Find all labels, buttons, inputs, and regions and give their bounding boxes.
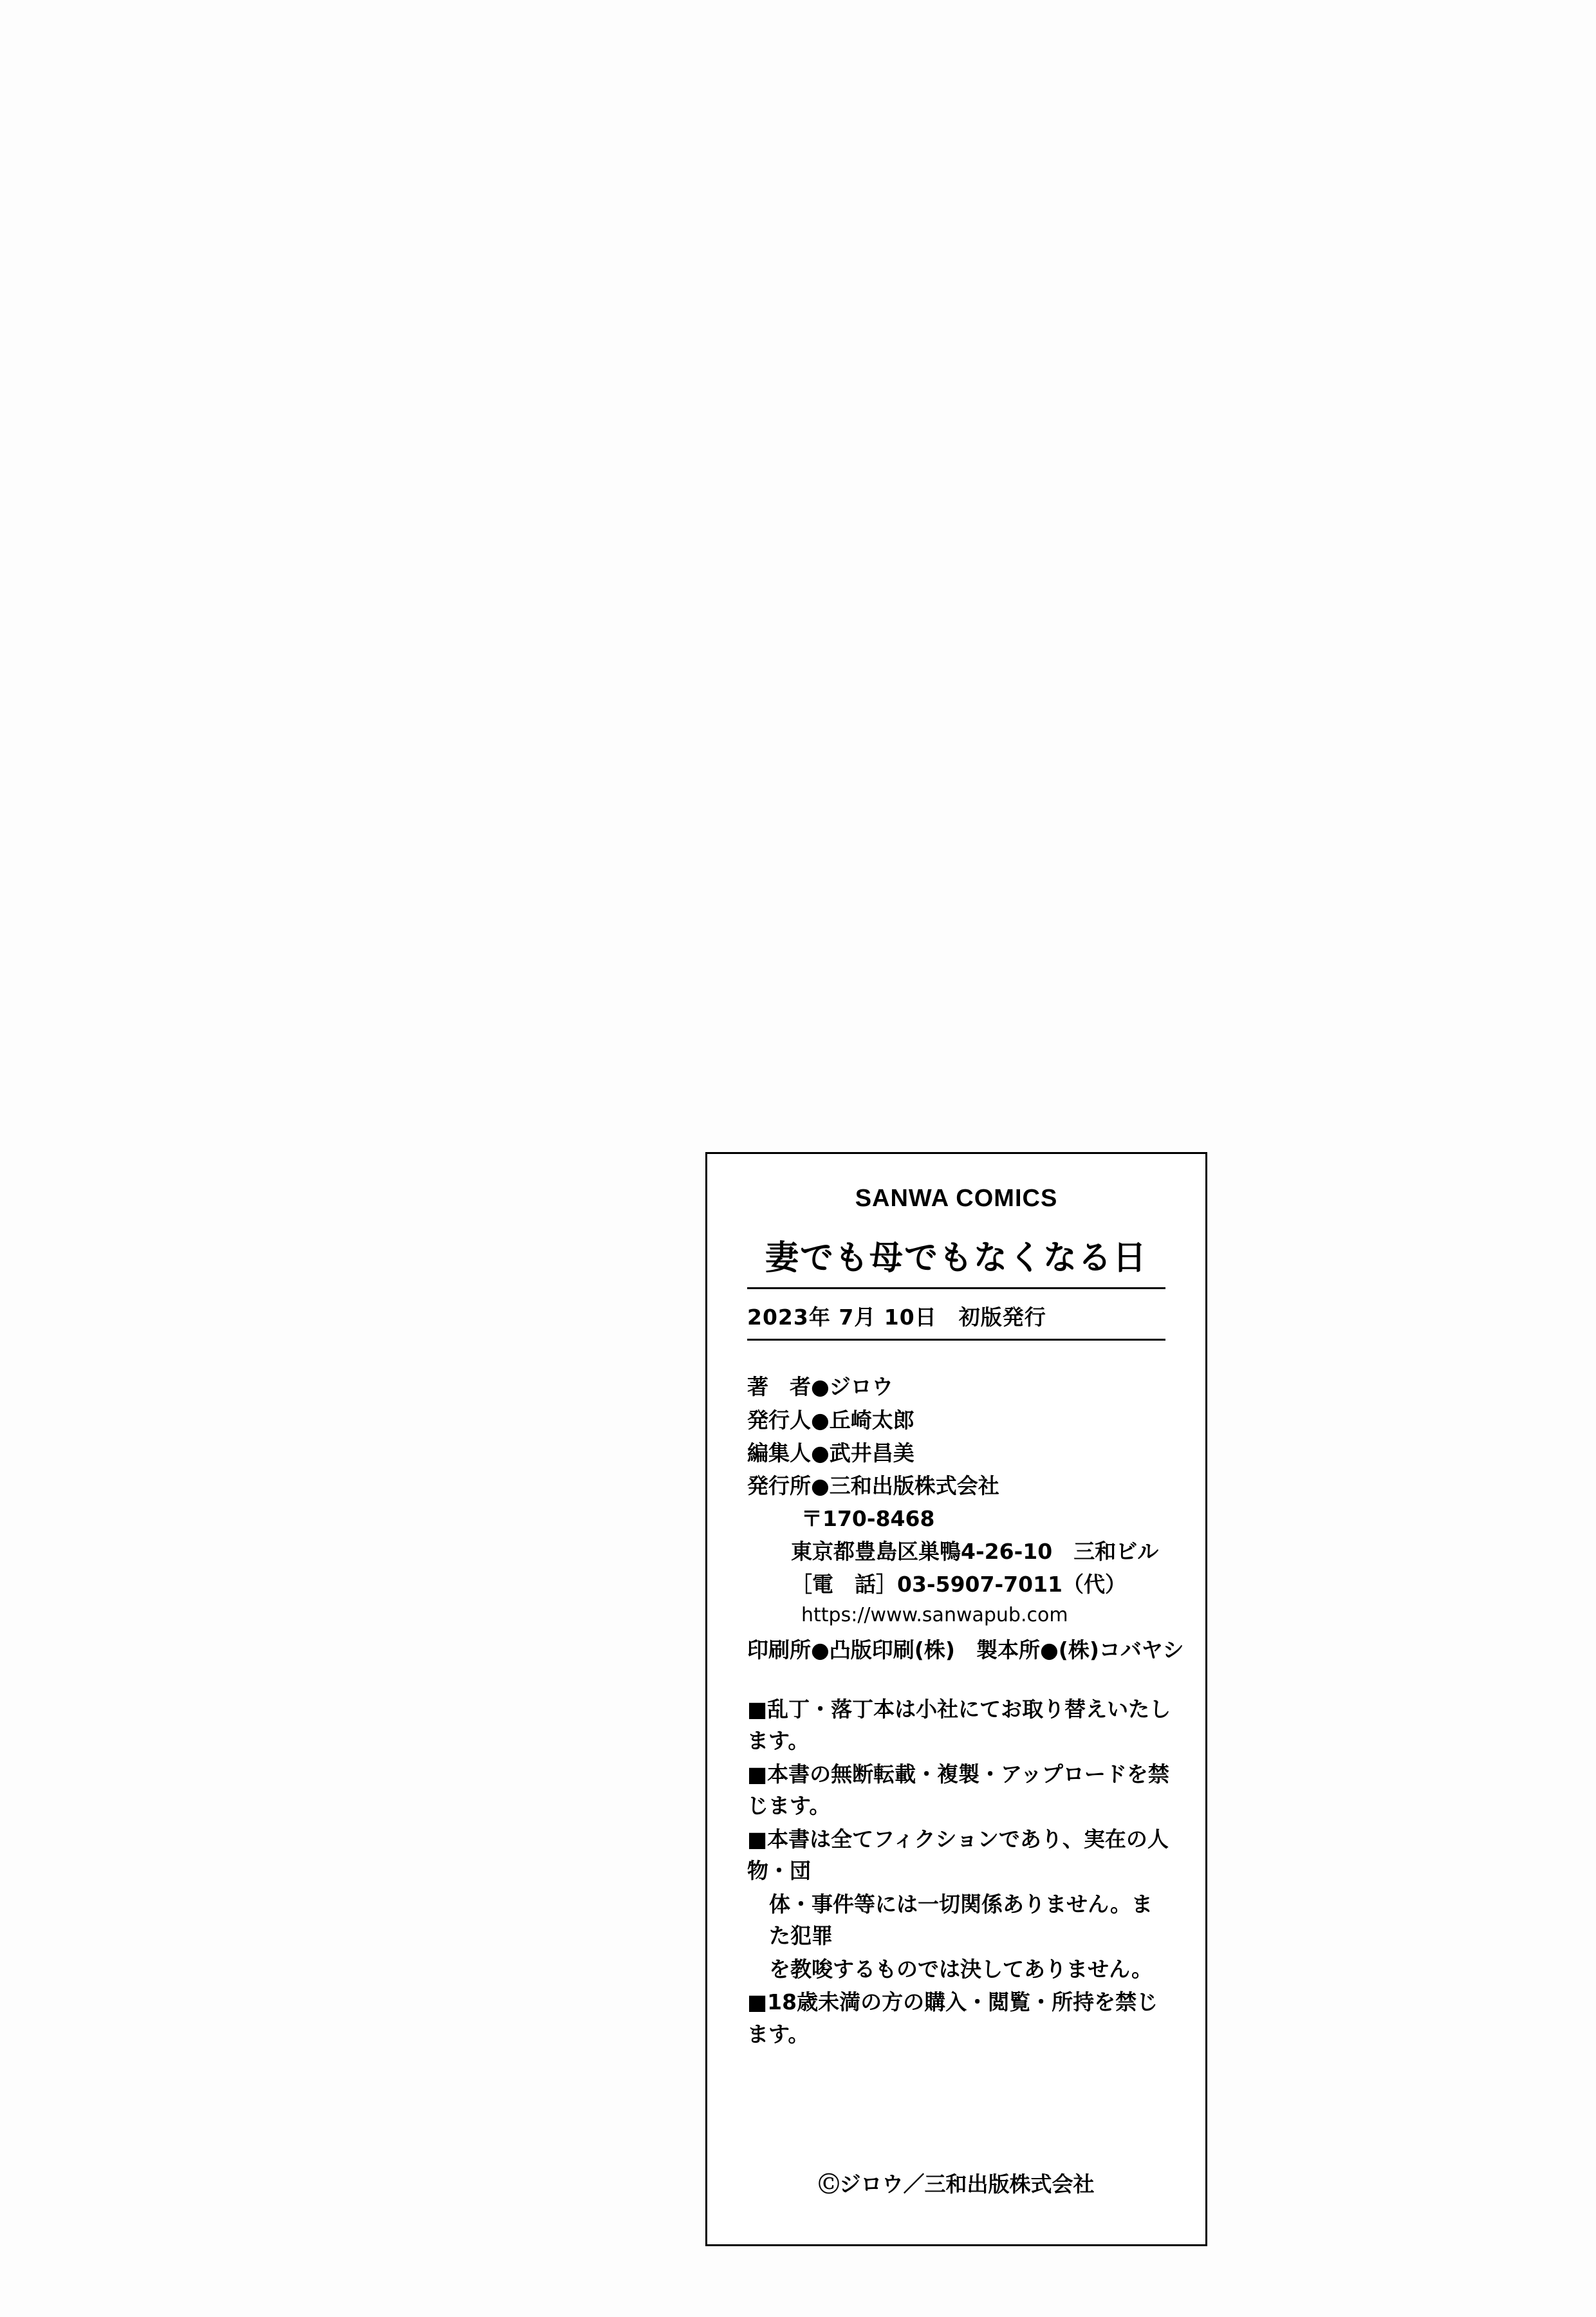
address-phone: ［電 話］03-5907-7011（代） (791, 1572, 1127, 1597)
notice-fiction-line-3: を教唆するものでは決してありません。 (769, 1956, 1153, 1982)
credit-author: 著 者●ジロウ (747, 1374, 893, 1400)
publisher-url: https://www.sanwapub.com (801, 1604, 1068, 1627)
colophon-box (705, 1152, 1207, 2246)
notice-defective-copies: ■乱丁・落丁本は小社にてお取り替えいたします。 (747, 1696, 1171, 1754)
imprint-label: SANWA COMICS (855, 1185, 1058, 1212)
credit-editor: 編集人●武井昌美 (747, 1440, 914, 1466)
publication-date: 2023年 7月 10日 初版発行 (747, 1301, 1165, 1341)
printing-binding-info: 印刷所●凸版印刷(株) 製本所●(株)コバヤシ (747, 1637, 1184, 1662)
address-street: 東京都豊島区巣鴨4-26-10 三和ビル (791, 1539, 1159, 1565)
credit-publisher-person: 発行人●丘崎太郎 (747, 1407, 914, 1433)
notice-age-restriction: ■18歳未満の方の購入・閲覧・所持を禁じます。 (747, 1989, 1158, 2047)
book-title: 妻でも母でもなくなる日 (765, 1239, 1147, 1278)
notice-fiction-line-2: 体・事件等には一切関係ありません。また犯罪 (769, 1891, 1153, 1949)
copyright-line: Ⓒジロウ／三和出版株式会社 (818, 2172, 1095, 2197)
credits-block (747, 1370, 1205, 1630)
notice-fiction-line-1: ■本書は全てフィクションであり、実在の人物・団 (747, 1826, 1169, 1884)
address-postal-code: 〒170-8468 (801, 1505, 935, 1531)
title-block (747, 1238, 1165, 1289)
title-divider (747, 1287, 1165, 1289)
credit-publishing-house: 発行所●三和出版株式会社 (747, 1473, 999, 1498)
notices-block (747, 1693, 1172, 2051)
notice-no-reproduction: ■本書の無断転載・複製・アップロードを禁じます。 (747, 1761, 1169, 1819)
